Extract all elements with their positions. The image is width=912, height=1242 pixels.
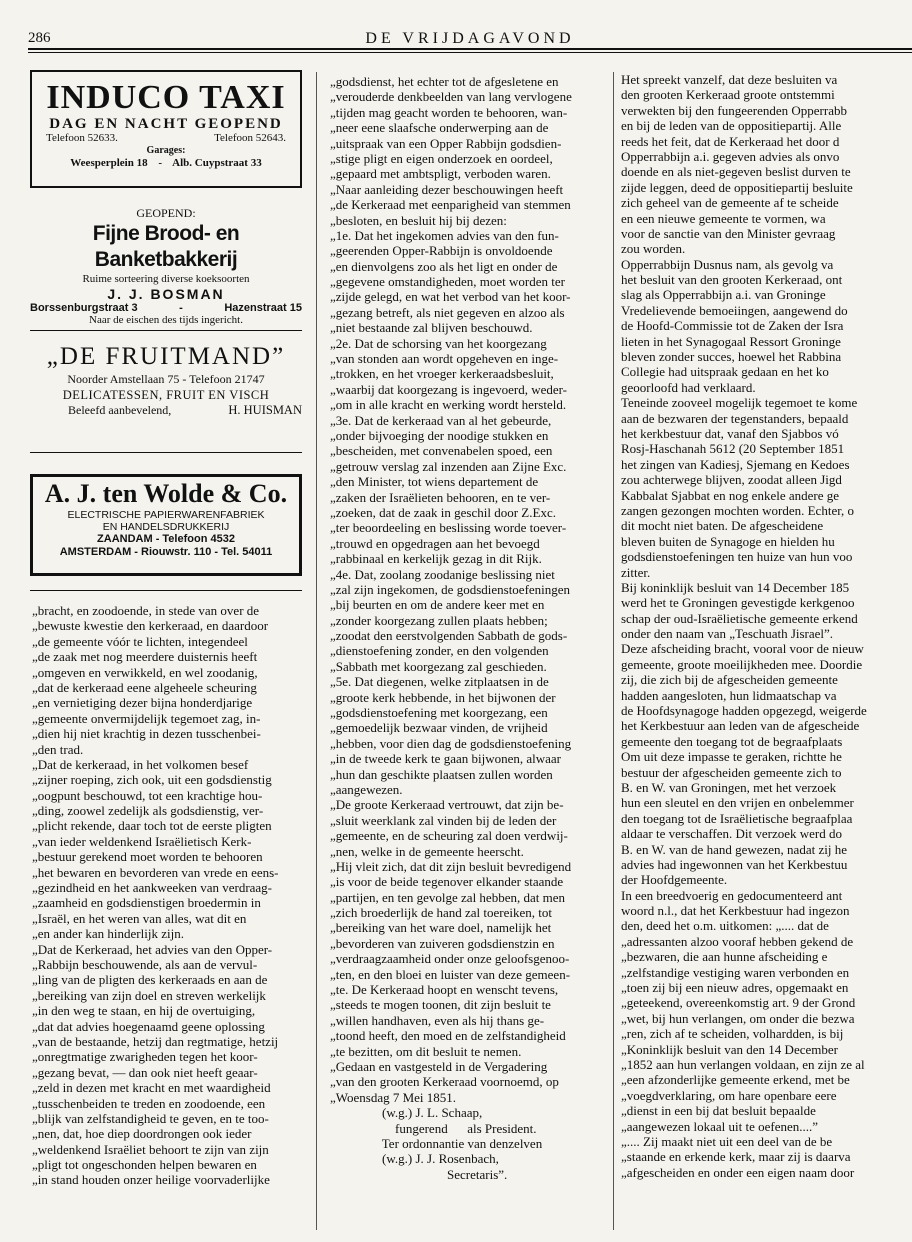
text-line: zou achterwege blijven, zoodat alleen Jigd — [621, 472, 842, 488]
text-line: zijde leggen, deed de oppositiepartij besluite — [621, 179, 853, 195]
text-line: geoorloofd had verklaard. — [621, 379, 756, 395]
text-line: „aangewezen lokaal uit te oefenen....” — [621, 1118, 819, 1134]
text-line: „besloten, en besluit hij bij dezen: — [330, 212, 507, 228]
text-line: „Hij vleit zich, dat dit zijn besluit bevredigend — [330, 858, 572, 874]
text-line: en een nieuwe gemeente te vormen, wa — [621, 210, 826, 226]
page-header — [28, 30, 912, 48]
ad-taxi-phones — [32, 132, 300, 145]
ad-separator — [30, 330, 302, 331]
text-line: „uitspraak van een Opper Rabbijn godsdien- — [330, 135, 562, 151]
text-line: „bij beurten en om de andere keer met en — [330, 597, 545, 613]
text-line: „neer eene slaafsche onderwerping aan de — [330, 120, 549, 136]
text-line: bleven zonder succes, hoewel het Rabbina — [621, 349, 842, 365]
text-line: het besluit van den grooten Kerkeraad, ont — [621, 272, 843, 288]
text-line: „gemeente, en de scheuring zal doen verdwij- — [330, 828, 568, 844]
text-line: „Rabbijn beschouwende, als aan de vervul- — [32, 956, 258, 972]
text-line: Opperrabbijn a.i. gegeven advies als onvo — [621, 148, 840, 164]
text-line: „niet bestaande zal blijven beschouwd. — [330, 320, 533, 336]
text-line: „zaken der Israëlieten behooren, en te ver- — [330, 489, 551, 505]
text-line: aan de bezwaren der tegenstanders, bepaald — [621, 410, 849, 426]
text-line: „2e. Dat de schorsing van het koorgezang — [330, 335, 547, 351]
ad-bakery-note: Naar de eischen des tijds ingericht. — [89, 314, 243, 326]
text-line: zou worden. — [621, 241, 686, 257]
text-line: Opperrabbijn Dusnus nam, als gevolg va — [621, 256, 834, 272]
text-line: „steeds te mogen toonen, dit zijn besluit te — [330, 997, 551, 1013]
text-line: „wet, bij hun verlangen, om onder die bezwa — [621, 1010, 855, 1026]
ad-bakery-open: GEOPEND: — [136, 206, 196, 220]
text-line: „de Kerkeraad met eenparigheid van stemmen — [330, 197, 571, 213]
text-line: slag als Opperrabbijn a.i. van Groninge — [621, 287, 826, 303]
ad-bakery-addresses — [30, 302, 302, 314]
text-line: „is voor de beide tegenover elkander staande — [330, 874, 564, 890]
ad-induco-taxi — [30, 70, 302, 188]
text-line: „bezwaren, die aan hunne afscheiding e — [621, 949, 828, 965]
text-line: „Dat de kerkeraad, in het volkomen besef — [32, 756, 249, 772]
text-line: Om uit deze impasse te geraken, richtte he — [621, 749, 842, 765]
text-line: zich geheel van de gemeente af te scheide — [621, 195, 839, 211]
text-line: „gemeente onvermijdelijk tegemoet zag, in- — [32, 710, 261, 726]
text-line: „zoeken, dat de zaak in geschil door Z.Exc. — [330, 504, 556, 520]
text-line: (w.g.) J. J. Rosenbach, — [330, 1151, 499, 1167]
text-line: „bracht, en zoodoende, in stede van over de — [32, 603, 260, 618]
ad-fruit-sig-right: H. HUISMAN — [228, 403, 302, 417]
ad-taxi-tel-right: Telefoon 52643. — [214, 132, 286, 144]
text-line: „van ieder weldenkend Israëlietisch Kerk- — [32, 833, 252, 849]
text-line: „5e. Dat diegenen, welke zitplaatsen in de — [330, 674, 549, 690]
text-line: „weldenkend Israëliet behoort te zijn van zijn — [32, 1141, 269, 1157]
ad-wolde-line1: ELECTRISCHE PAPIERWARENFABRIEK — [67, 509, 265, 521]
text-line: „toond heeft, den moed en de zelfstandigheid — [330, 1028, 566, 1044]
text-line: „willen handhaven, even als hij thans ge- — [330, 1012, 545, 1028]
text-line: der Hoofdgemeente. — [621, 872, 728, 888]
text-line: den toegang tot de Israëlietische begraafplaa — [621, 810, 853, 826]
text-line: „om in alle kracht en werking wordt hersteld. — [330, 397, 567, 413]
header-rule — [28, 48, 912, 50]
text-line: „geteekend, overeenkomstig art. 9 der Grond — [621, 995, 856, 1011]
text-line: „bescheiden, met convenabelen spoed, een — [330, 443, 553, 459]
text-line: „in de tweede kerk te gaan bijwonen, alwaar — [330, 751, 562, 767]
text-line: „van stonden aan wordt opgeheven en inge- — [330, 351, 559, 367]
ad-taxi-garages: Garages: — [146, 145, 186, 156]
text-line: zij, die zich bij de afgescheiden gemeente — [621, 672, 838, 688]
text-line: „zich broederlijk de hand zal toereiken, tot — [330, 905, 552, 921]
text-line: „stige pligt en eigen onderzoek en oordeel, — [330, 150, 553, 166]
text-line: „den trad. — [32, 741, 84, 757]
text-line: B. en W. van de hand gewezen, nadat zij he — [621, 841, 847, 857]
text-line: (w.g.) J. L. Schaap, — [330, 1105, 483, 1121]
text-line: Vredelievende bemoeiingen, aangewend do — [621, 302, 848, 318]
text-line: „1852 aan hun verlangen voldaan, en zijn ze al — [621, 1057, 865, 1072]
text-line: werd het te Groningen gevestigde kerkgenoo — [621, 595, 855, 611]
text-line: de Hoofdsynagoge hadden opgezegd, weigerde — [621, 703, 867, 719]
ad-taxi-subtitle: DAG EN NACHT GEOPEND — [49, 116, 283, 132]
text-line: „bewuste kwestie den kerkeraad, en daardoor — [32, 618, 269, 634]
text-line: „toen zij bij een nieuw adres, opgemaakt en — [621, 980, 849, 996]
text-line: fungerend als President. — [330, 1120, 537, 1136]
text-line: verwekten bij den fungeerenden Opperrabb — [621, 102, 847, 118]
text-line: „verdraagzaamheid onder onze geloofsgenoo- — [330, 951, 570, 967]
text-line: „zijner roeping, zich ook, uit een godsdienstig — [32, 772, 272, 788]
text-line: In een breedvoerig en gedocumenteerd ant — [621, 887, 843, 903]
ad-bakery — [30, 206, 302, 327]
text-line: reeds het feit, dat de Kerkeraad het door d — [621, 133, 840, 149]
text-line: „te. De Kerkeraad hoopt en wenscht tevens, — [330, 982, 559, 998]
text-line: schap der oud-Israëlietische gemeente erkend — [621, 610, 858, 626]
text-line: „De groote Kerkeraad vertrouwt, dat zijn be- — [330, 797, 564, 813]
text-line: „zeld in dezen met kracht en met waardigheid — [32, 1080, 271, 1096]
text-line: „in stand houden onzer heilige voorvaderlijke — [32, 1172, 270, 1188]
ad-fruit-goods: DELICATESSEN, FRUIT EN VISCH — [62, 388, 270, 402]
text-line: „gezindheid en het aankweeken van verdraag- — [32, 880, 273, 896]
ad-taxi-addr-left: Weesperplein 18 — [70, 157, 148, 169]
text-line: voor de sanctie van den Minister gevraag — [621, 225, 836, 241]
text-column-1 — [32, 603, 304, 1188]
text-line: bleven buiten de Synagoge en hielden hu — [621, 533, 835, 549]
ad-fruitmand — [30, 342, 302, 418]
text-line: „aangewezen. — [330, 781, 403, 797]
text-line: „4e. Dat, zoolang zoodanige beslissing niet — [330, 566, 555, 582]
text-line: bestuur der afgescheiden gemeente zich to — [621, 764, 842, 780]
ad-taxi-addr-dash: - — [158, 157, 163, 169]
text-line: „getrouw verslag zal inzenden aan Zijne Exc. — [330, 458, 567, 474]
text-line: „het bewaren en bevorderen van vrede en eens- — [32, 864, 279, 880]
ad-bakery-title: Fijne Brood- en Banketbakkerij — [92, 222, 240, 271]
text-line: „onregtmatige zwarigheden tegen het koor- — [32, 1049, 258, 1065]
publication-title: DE VRIJDAGAVOND — [365, 30, 575, 47]
text-line: „adressanten alzoo vooraf hebben gekend de — [621, 933, 854, 949]
text-line: Bij koninklijk besluit van 14 December 185 — [621, 579, 850, 595]
text-line: „Koninklijk besluit van den 14 December — [621, 1041, 838, 1057]
text-line: doende en als niet-gegeven beslist durven te — [621, 164, 851, 180]
ad-taxi-addr-right: Alb. Cuypstraat 33 — [172, 157, 262, 169]
text-line: Rosj-Haschanah 5612 (20 September 1851 — [621, 441, 845, 457]
text-line: „en ander kan hinderlijk zijn. — [32, 926, 184, 942]
text-line: Secretaris”. — [330, 1166, 508, 1182]
text-line: „onder bijvoeging der noodige stukken en — [330, 427, 549, 443]
text-line: „Woensdag 7 Mei 1851. — [330, 1089, 457, 1105]
ad-bakery-name: J. J. BOSMAN — [107, 286, 225, 302]
text-line: „dat dat advies hoegenaamd geene oplossing — [32, 1018, 265, 1034]
text-line: „partijen, en ten gevolge zal hebben, dat men — [330, 889, 565, 905]
text-line: „bereiking van zijn doel en streven werkelijk — [32, 987, 266, 1003]
text-line: aldaar te verschaffen. Dit verzoek werd do — [621, 826, 843, 842]
text-line: „Gedaan en vastgesteld in de Vergadering — [330, 1059, 548, 1074]
text-line: „zelfstandige vestiging waren verbonden en — [621, 964, 850, 980]
text-line: „sluit weerklank zal vinden bij de leden der — [330, 812, 557, 828]
ad-bakery-assortment: Ruime sorteering diverse koeksoorten — [82, 273, 250, 285]
ad-bakery-addr-right: Hazenstraat 15 — [224, 302, 302, 314]
text-line: „staande en erkende kerk, maar zij is daarva — [621, 1149, 851, 1165]
ad-ten-wolde — [30, 474, 302, 576]
ad-fruit-address: Noorder Amstellaan 75 - Telefoon 21747 — [67, 372, 265, 386]
ad-wolde-title: A. J. ten Wolde & Co. — [44, 479, 288, 508]
ad-separator — [30, 590, 302, 591]
text-line: „de zaak met nog meerdere duisternis heeft — [32, 649, 258, 665]
text-line: zangen gezongen mochten worden. Echter, o — [621, 502, 855, 518]
text-line: gemeente den toegang tot de begraafplaats — [621, 733, 843, 749]
text-line: Teneinde zooveel mogelijk tegemoet te kome — [621, 395, 858, 411]
text-line: „nen, dat, hoe diep doordrongen ook ieder — [32, 1126, 252, 1142]
text-line: „zonder koorgezang zullen plaats hebben; — [330, 612, 548, 628]
text-line: „zoodat den eerstvolgenden Sabbath de gods- — [330, 628, 568, 644]
text-line: lieten in het Synagogaal Ressort Groninge — [621, 333, 841, 349]
ad-bakery-addr-left: Borssenburgstraat 3 — [30, 302, 138, 314]
text-line: onder den naam van „Teschuath Jisrael”. — [621, 626, 834, 642]
text-line: „dat de kerkeraad eene algeheele scheuring — [32, 679, 257, 695]
column-divider-1 — [316, 72, 317, 1230]
text-line: „bevorderen van zuiveren godsdienstzin en — [330, 935, 555, 951]
column-divider-2 — [613, 72, 614, 1230]
text-line: „dienst in een bij dat besluit bepaalde — [621, 1103, 816, 1119]
text-line: „ren, zich af te scheiden, volhardden, is bij — [621, 1026, 844, 1042]
text-line: „ter beoordeeling en beslissing worde toever- — [330, 520, 567, 536]
text-column-3 — [621, 72, 912, 1180]
text-line: Kabbalat Sjabbat en nog enkele andere ge — [621, 487, 840, 503]
text-line: „afgescheiden en onder een eigen naam door — [621, 1164, 855, 1180]
text-line: zitter. — [621, 564, 651, 580]
text-line: „Naar aanleiding dezer beschouwingen heeft — [330, 181, 564, 197]
text-line: gemeente, groote moeilijkheden mee. Doordie — [621, 656, 863, 672]
text-line: „gepaard met ambtspligt, verboden waren. — [330, 166, 551, 182]
text-line: „trouwd en opgedragen aan het bevoegd — [330, 535, 540, 551]
text-line: het Kerkbestuur aan leden van de afgescheide — [621, 718, 860, 734]
text-line: Collegie had uitspraak gedaan en het ko — [621, 364, 829, 380]
text-line: Ter ordonnantie van denzelven — [330, 1135, 543, 1151]
text-line: B. en W. van Groningen, met het verzoek — [621, 779, 837, 795]
text-line: „zijde gelegd, en wat het verbod van het koor- — [330, 289, 571, 305]
text-line: den grooten Kerkeraad groote ontstemmi — [621, 87, 835, 103]
text-line: „hun dan geschikte plaatsen zullen worden — [330, 766, 553, 782]
text-line: „ten, en den bloei en luister van deze gemeen- — [330, 966, 571, 982]
text-line: „godsdienst, het echter tot de afgesletene en — [330, 74, 559, 89]
text-line: „blijk van zelfstandigheid te geven, en te too- — [32, 1110, 269, 1126]
text-line: „3e. Dat de kerkeraad van al het gebeurde, — [330, 412, 552, 428]
ad-wolde-line4: AMSTERDAM - Riouwstr. 110 - Tel. 54011 — [59, 546, 273, 558]
text-line: „tusschenbeiden te treden en zoodoende, een — [32, 1095, 266, 1111]
text-line: Deze afscheiding bracht, vooral voor de nieuw — [621, 641, 864, 657]
text-line: „gegevene omstandigheden, moet worden ter — [330, 274, 565, 290]
text-line: hun een sleutel en den vrijen en onbelemmer — [621, 795, 854, 811]
text-line: woord n.l., dat het Kerkbestuur had ingezon — [621, 903, 850, 919]
text-line: Het spreekt vanzelf, dat deze besluiten va — [621, 72, 838, 87]
ad-fruit-signature — [30, 403, 302, 418]
text-line: „rabbinaal en kerkelijk gezag in dit Rijk. — [330, 551, 542, 567]
text-line: „.... Zij maakt niet uit een deel van de be — [621, 1133, 833, 1149]
ad-bakery-addr-dash: - — [179, 302, 183, 314]
ad-fruit-title: „DE FRUITMAND” — [46, 343, 286, 370]
text-line: advies had ingewonnen van het Kerkbestuu — [621, 856, 848, 872]
ad-fruit-sig-left: Beleefd aanbevelend, — [68, 403, 172, 417]
text-line: „voegdverklaring, om hare openbare eere — [621, 1087, 837, 1103]
text-line: het zingen van Kadiesj, Sjemang en Kedoes — [621, 456, 850, 472]
text-line: „ling van de pligten des kerkeraads en aan de — [32, 972, 268, 988]
text-line: „Israël, en het weren van alles, wat dit en — [32, 910, 247, 926]
text-line: „dien hij niet krachtig in dezen tusschenbei- — [32, 726, 261, 742]
text-line: het kerkbestuur dat, vanaf den Sjabbos vó — [621, 425, 839, 441]
ad-taxi-addresses — [32, 157, 300, 170]
text-line: „bereiking van het ware doel, namelijk het — [330, 920, 552, 936]
text-line: „oogpunt beschouwd, tot een krachtige hou- — [32, 787, 263, 803]
text-line: „nen, welke in de gemeente heerscht. — [330, 843, 524, 859]
text-line: „plicht rekende, daar toch tot de eerste pligten — [32, 818, 272, 834]
text-line: en bij de leden van de oppositiepartij. Alle — [621, 118, 842, 134]
header-rule-thin — [28, 52, 912, 53]
text-line: godsdienstoefeningen ten huize van hun voo — [621, 549, 853, 565]
text-line: „ding, zoowel zedelijk als godsdienstig, ver- — [32, 803, 264, 819]
text-line: „hebben, voor dien dag de godsdienstoefening — [330, 735, 572, 751]
text-column-2 — [330, 74, 608, 1182]
text-line: „1e. Dat het ingekomen advies van den fun- — [330, 227, 559, 243]
ad-taxi-title: INDUCO TAXI — [46, 79, 286, 116]
text-line: „zal zijn ingekomen, de godsdienstoefeningen — [330, 581, 571, 597]
text-line: „verouderde denkbeelden van lang vervlogene — [330, 89, 572, 105]
text-line: „gezang betreft, als niet gegeven en alzoo als — [330, 304, 565, 320]
page-number: 286 — [28, 30, 51, 46]
text-line: „en vernietiging dezer bijna honderdjarige — [32, 695, 253, 711]
text-line: „geerenden Opper-Rabbijn is onvoldoende — [330, 243, 553, 259]
text-line: „Sabbath met koorgezang zal geschieden. — [330, 658, 547, 674]
text-line: „dienstoefening zonder, en den volgenden — [330, 643, 549, 659]
text-line: „trokken, en het vroeger kerkeraadsbesluit, — [330, 366, 554, 382]
ad-separator — [30, 452, 302, 453]
ad-wolde-line3: ZAANDAM - Telefoon 4532 — [97, 533, 235, 545]
text-line: „Dat de Kerkeraad, het advies van den Opper- — [32, 941, 273, 957]
text-line: „en dienvolgens zoo als het ligt en onder de — [330, 258, 558, 274]
text-line: „gemoedelijk bezwaar vinden, de vrijheid — [330, 720, 548, 736]
text-line: „godsdienstoefening met koorgezang, een — [330, 705, 548, 721]
text-line: „waarbij dat koorgezang is ingevoerd, weder- — [330, 381, 568, 397]
text-line: „van den grooten Kerkeraad voornoemd, op — [330, 1074, 559, 1090]
text-line: „te bezitten, om dit besluit te nemen. — [330, 1043, 522, 1059]
text-line: „groote kerk hebbende, in het bijwonen der — [330, 689, 556, 705]
text-line: „de gemeente vóór te lichten, integendeel — [32, 633, 248, 649]
text-line: „tijden mag geacht worden te behooren, wan- — [330, 104, 568, 120]
text-line: „in den weg te staan, en hij de overtuiging, — [32, 1003, 256, 1019]
text-line: hadden aangesloten, hun lidmaatschap va — [621, 687, 837, 703]
text-line: „pligt tot ongeschonden helpen bewaren en — [32, 1157, 257, 1173]
text-line: dit mocht niet baten. De afgescheidene — [621, 518, 824, 534]
text-line: de Hoofd-Commissie tot de Zaken der Isra — [621, 318, 844, 334]
text-line: „gezang bevat, — dan ook niet heeft geaar- — [32, 1064, 258, 1080]
text-line: den, deed het o.m. uitkomen: „.... dat de — [621, 918, 829, 934]
text-line: „zaamheid en godsdienstigen broedermin in — [32, 895, 261, 911]
text-line: „den Minister, tot wiens departement de — [330, 474, 539, 490]
text-line: „een afzonderlijke gemeente erkend, met be — [621, 1072, 850, 1088]
text-line: „van de bestaande, hetzij dan regtmatige, hetzij — [32, 1033, 279, 1049]
text-line: „bestuur gerekend moet worden te behooren — [32, 849, 263, 865]
ad-wolde-line2: EN HANDELSDRUKKERIJ — [102, 521, 230, 533]
ad-taxi-tel-left: Telefoon 52633. — [46, 132, 118, 144]
text-line: „omgeven en verwikkeld, en wel zoodanig, — [32, 664, 258, 680]
